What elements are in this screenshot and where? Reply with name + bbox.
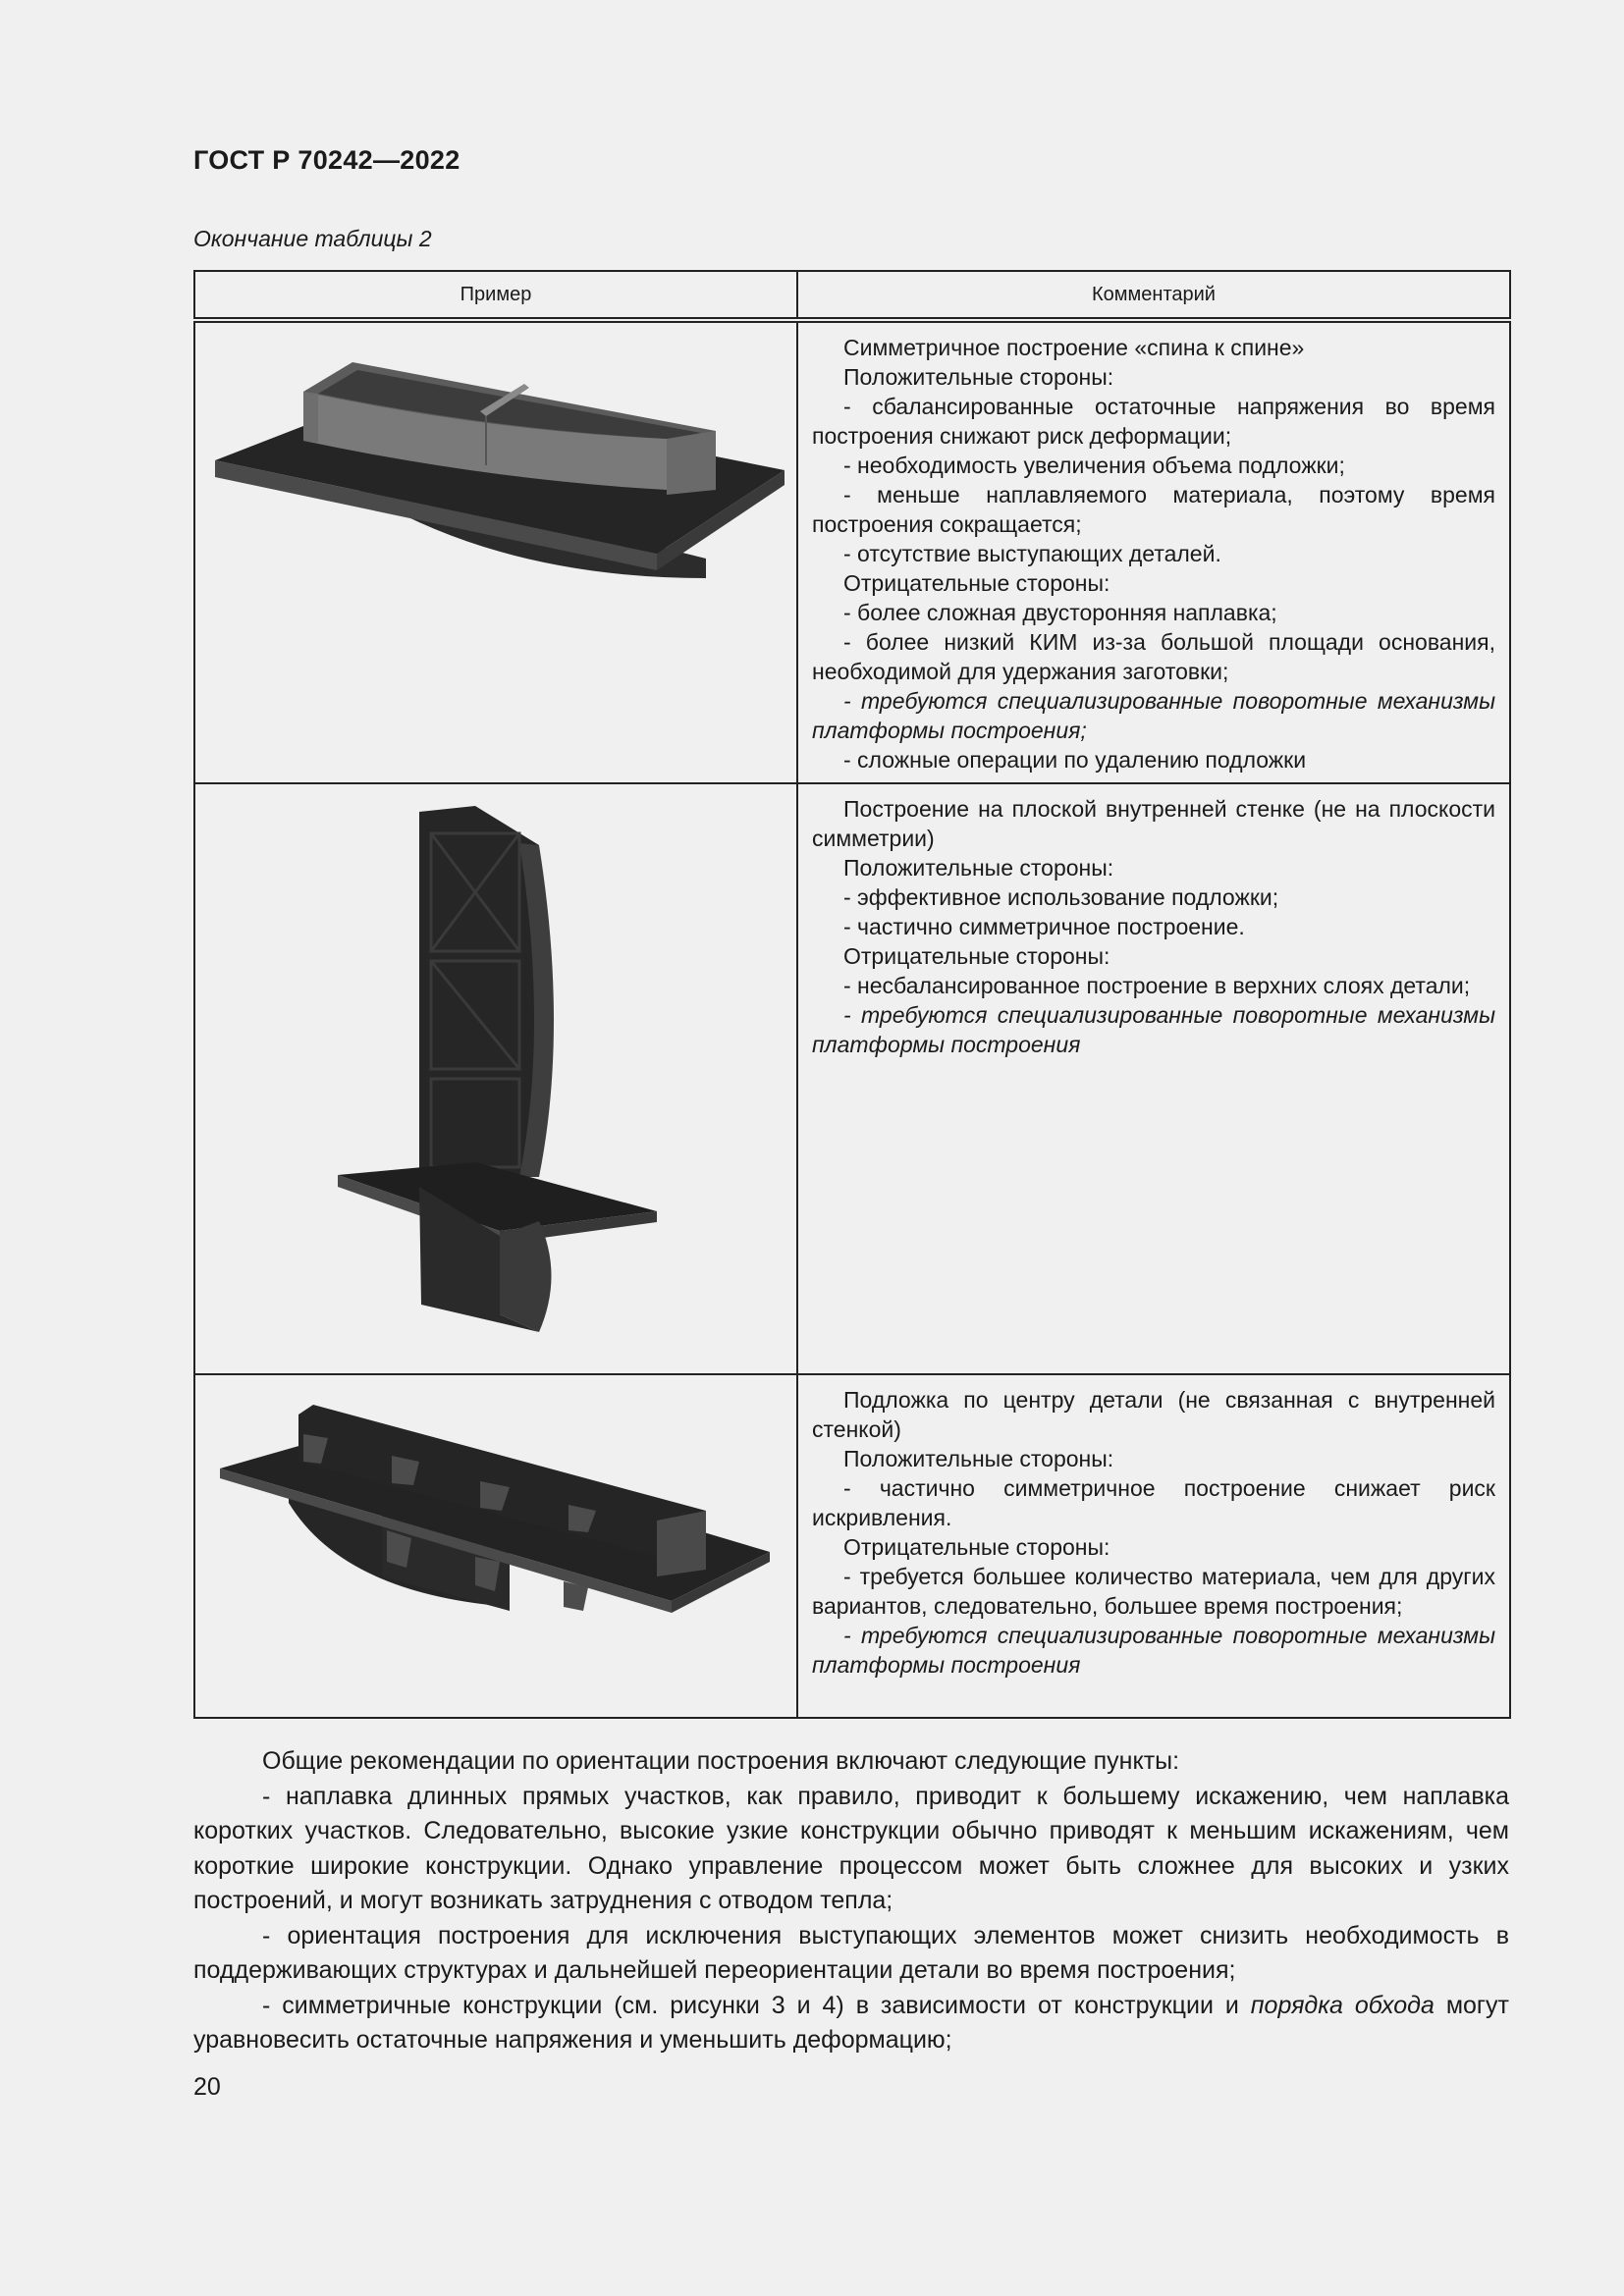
column-header-example: Пример: [194, 271, 797, 320]
comment-line: Положительные стороны:: [843, 1446, 1114, 1471]
body-paragraph: [193, 1989, 1509, 2058]
document-header: ГОСТ Р 70242—2022: [193, 145, 460, 175]
comment-line: - требуются специализированные поворотные механизмы платформы построения;: [812, 688, 1495, 743]
comment-line: Построение на плоской внутренней стенке (не на плоскости симметрии): [812, 796, 1495, 851]
table-row: [194, 783, 1510, 1374]
example-cell: [194, 783, 797, 1374]
orientation-table: [193, 270, 1511, 1719]
body-paragraph: - наплавка длинных прямых участков, как правило, приводит к большему искажению, чем наплавка коротких участков. Следовательно, высокие узкие конструкции обычно приводят к меньшим искажениям, чем короткие широкие конструкции. Однако управление процессом может быть сложнее для высоких и узких построений, и могут возникать затруднения с отводом тепла;: [193, 1782, 1509, 1914]
table-header-row: [194, 271, 1510, 320]
comment-line: Положительные стороны:: [843, 855, 1114, 881]
example-cell: [194, 1374, 797, 1718]
comment-line: Симметричное построение «спина к спине»: [843, 335, 1305, 360]
comment-line: - более сложная двусторонняя наплавка;: [843, 600, 1277, 625]
body-text-italic-run: порядка обхода: [1250, 1991, 1435, 2019]
comment-cell: [797, 783, 1510, 1374]
center-substrate-part-image: [195, 1375, 794, 1717]
comment-cell: [797, 320, 1510, 783]
comment-line: Положительные стороны:: [843, 364, 1114, 390]
body-paragraph: - ориентация построения для исключения выступающих элементов может снизить необходимость в поддерживающих структурах и дальнейшей переориентации детали во время построения;: [193, 1921, 1509, 1984]
comment-line: - сложные операции по удалению подложки: [843, 747, 1307, 773]
body-text-run: - симметричные конструкции (см. рисунки 3 и 4) в зависимости от конструкции и: [262, 1991, 1251, 2019]
comment-line: - более низкий КИМ из-за большой площади основания, необходимой для удержания заготовки;: [812, 629, 1495, 684]
column-header-comment: Комментарий: [797, 271, 1510, 320]
comment-cell: [797, 1374, 1510, 1718]
comment-line: Подложка по центру детали (не связанная с внутренней стенкой): [812, 1387, 1495, 1442]
table-row: [194, 320, 1510, 783]
comment-line: - требуется большее количество материала, чем для других вариантов, следовательно, большее время построения;: [812, 1564, 1495, 1619]
table-row: [194, 1374, 1510, 1718]
comment-line: - сбалансированные остаточные напряжения во время построения снижают риск деформации;: [812, 394, 1495, 449]
comment-line: - эффективное использование подложки;: [843, 884, 1279, 910]
body-paragraph: Общие рекомендации по ориентации построения включают следующие пункты:: [262, 1747, 1180, 1775]
comment-line: - несбалансированное построение в верхних слоях детали;: [843, 973, 1471, 998]
comment-line: - требуются специализированные поворотные механизмы платформы построения: [812, 1623, 1495, 1678]
comment-line: - частично симметричное построение.: [843, 914, 1245, 939]
comment-line: Отрицательные стороны:: [843, 943, 1110, 969]
table-caption: Окончание таблицы 2: [193, 226, 432, 251]
comment-line: - отсутствие выступающих деталей.: [843, 541, 1221, 566]
back-to-back-part-image: [195, 323, 794, 782]
comment-line: Отрицательные стороны:: [843, 1534, 1110, 1560]
page-number: 20: [193, 2073, 221, 2101]
comment-line: - требуются специализированные поворотные механизмы платформы построения: [812, 1002, 1495, 1057]
comment-line: - частично симметричное построение снижает риск искривления.: [812, 1475, 1495, 1530]
comment-line: - необходимость увеличения объема подложки;: [843, 453, 1345, 478]
body-text-run: могут уравновесить остаточные напряжения и уменьшить деформацию;: [193, 1991, 1510, 2054]
vertical-wall-part-image: [195, 784, 794, 1373]
body-text: [193, 1744, 1509, 2058]
example-cell: [194, 320, 797, 783]
comment-line: - меньше наплавляемого материала, поэтому время построения сокращается;: [812, 482, 1495, 537]
comment-line: Отрицательные стороны:: [843, 570, 1110, 596]
